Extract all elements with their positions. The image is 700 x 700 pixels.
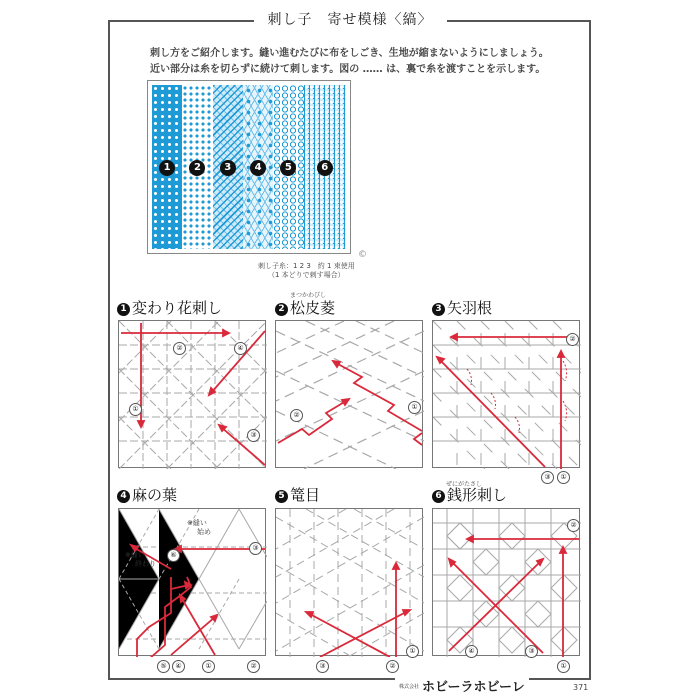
- page-title: 刺し子 寄せ模様〈縞〉: [0, 9, 700, 29]
- diagram-2: [275, 320, 423, 468]
- thread-note: [258, 262, 355, 280]
- thread-note-line-1: 刺し子糸：1 2 3 約 1 束使用: [258, 262, 355, 270]
- section-title-text: 変わり花刺し: [132, 299, 223, 317]
- zenigata-pattern-icon: [433, 509, 581, 657]
- diagram-3: [432, 320, 580, 481]
- diagram-5: [275, 508, 423, 670]
- section-number-badge: 3: [432, 303, 445, 316]
- page-number: 371: [573, 683, 589, 692]
- section-title-text: 篭目: [290, 486, 321, 504]
- sample-strip-1: [152, 85, 182, 249]
- strip-number-6: 6: [317, 160, 333, 176]
- sample-strip-2: [182, 85, 212, 249]
- sample-strip-6: [304, 85, 346, 249]
- sample-strip-4: [243, 85, 273, 249]
- strip-number-5: 5: [280, 160, 296, 176]
- section-title-text: 松皮菱: [290, 299, 336, 317]
- step-4-marker: ④: [234, 342, 247, 355]
- section-number-badge: 2: [275, 303, 288, 316]
- intro-line-2: 近い部分は糸を切らずに続けて刺します。図の …… は、裏で糸を渡すことを示します。: [150, 64, 546, 75]
- copyright-mark: ©: [358, 250, 367, 260]
- strip-number-2: 2: [189, 160, 205, 176]
- step-3-marker: ③: [525, 645, 538, 658]
- strip-number-3: 3: [220, 160, 236, 176]
- step-2-marker: ②: [173, 342, 186, 355]
- sample-strip-5: [273, 85, 303, 249]
- step-1-marker: ①: [202, 660, 215, 673]
- section-title-4: [117, 484, 177, 505]
- sample-photo: [147, 80, 351, 254]
- section-number-badge: 5: [275, 490, 288, 503]
- step-5-marker: ⑤: [157, 660, 170, 673]
- step-4-marker: ④: [465, 645, 478, 658]
- step-1-marker: ①: [408, 401, 421, 414]
- section-title-6: [432, 484, 507, 505]
- step-1-marker: ①: [557, 471, 570, 484]
- kagome-pattern-icon: [276, 509, 424, 657]
- strip-number-1: 1: [159, 160, 175, 176]
- step-2-marker: ②: [386, 660, 399, 673]
- section-number-badge: 6: [432, 490, 445, 503]
- strip-number-4: 4: [250, 160, 266, 176]
- ruby-2: まつかわびし: [290, 292, 327, 299]
- section-title-3: [432, 297, 492, 318]
- diagram-6: [432, 508, 580, 670]
- section-title-text: 矢羽根: [447, 299, 493, 317]
- section-number-badge: 4: [117, 490, 130, 503]
- section-title-text: 銭形刺し: [447, 486, 508, 504]
- section-title-5: [275, 484, 320, 505]
- step-2-marker: ②: [566, 333, 579, 346]
- step-3-marker: ③: [316, 660, 329, 673]
- intro-text: [150, 46, 570, 78]
- step-2-marker: ②: [290, 409, 303, 422]
- step-3-marker: ③: [541, 471, 554, 484]
- step-3-marker: ③: [247, 429, 260, 442]
- brand-logo: $^{株式会社}$ ホビーラホビーレ: [395, 676, 529, 695]
- section-title-text: 麻の葉: [132, 486, 178, 504]
- step-1-marker: ①: [406, 645, 419, 658]
- thread-note-line-2: （1 本どりで刺す場合）: [268, 271, 345, 279]
- section-title-2: [275, 297, 335, 318]
- note-stitch-start: ※縫い 始め: [187, 519, 211, 536]
- section-number-badge: 1: [117, 303, 130, 316]
- note-stitch-end: ※縫い 終わり: [125, 551, 156, 568]
- diagram-4: [118, 508, 266, 670]
- yabane-pattern-icon: [433, 321, 581, 469]
- sample-strip-3: [213, 85, 243, 249]
- step-4-marker: ④: [172, 660, 185, 673]
- step-2-marker: ②: [247, 660, 260, 673]
- matsukawabishi-pattern-icon: [276, 321, 424, 469]
- step-3-marker: ③: [249, 542, 262, 555]
- diagram-1: [118, 320, 266, 468]
- step-2-marker: ②: [567, 519, 580, 532]
- step-6-marker: ⑥: [167, 549, 180, 562]
- ruby-6: ぜにがたさし: [446, 481, 483, 488]
- step-1-marker: ①: [129, 403, 142, 416]
- section-title-1: [117, 297, 222, 318]
- step-1-marker: ①: [557, 660, 570, 673]
- intro-line-1: 刺し方をご紹介します。縫い進むたびに布をしごき、生地が縮まないようにしましょう。: [150, 48, 549, 59]
